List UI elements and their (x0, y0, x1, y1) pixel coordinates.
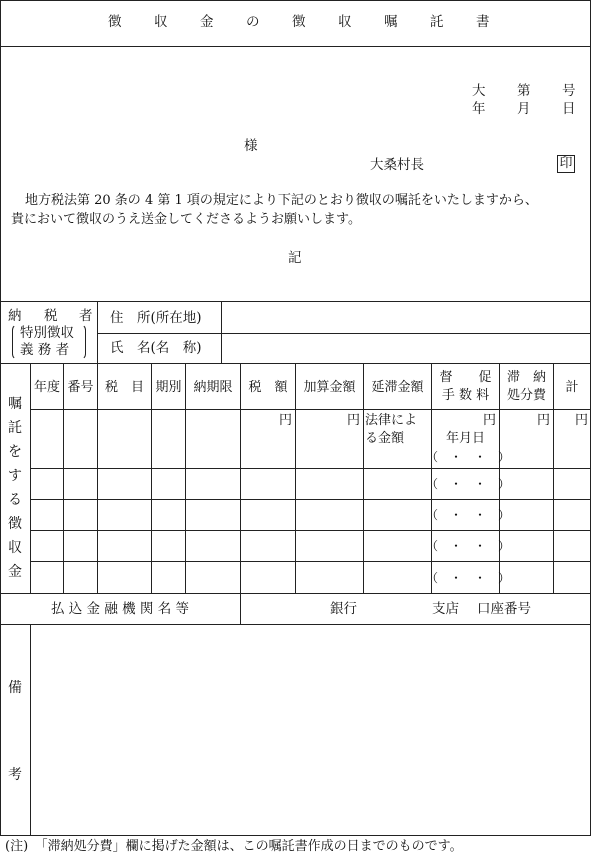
table-vline-3 (151, 363, 152, 593)
body-text-line-2: 貴において徴収のうえ送金してくださるようお願いします。 (11, 212, 361, 227)
table-row-line-4 (30, 561, 591, 562)
remarks-label-char: 考 (8, 767, 22, 783)
title-char: 嘱 (384, 14, 398, 30)
header-zeigaku: 税 額 (248, 380, 288, 395)
taxpayer-label-char: 納 (8, 308, 22, 324)
era-label: 大 (472, 83, 486, 99)
table-vline-5 (240, 363, 241, 593)
year-label: 年 (472, 101, 486, 117)
account-number-label: 口座番号 (477, 601, 531, 617)
special-collector-line-1: 特別徴収 (20, 325, 74, 341)
title-char: 徴 (292, 14, 306, 30)
date-paren-row-1: （ ・ ・ ） (426, 450, 511, 464)
side-label-char: 嘱 (8, 396, 22, 412)
bank-suffix: 銀行 (330, 601, 357, 617)
header-taino-2: 処分費 (506, 388, 546, 403)
table-vline-2 (97, 363, 98, 593)
side-label-char: る (8, 492, 22, 508)
date-paren-row-3: （ ・ ・ ） (426, 508, 511, 522)
header-bangou: 番号 (67, 380, 94, 395)
table-bottom-line (0, 593, 591, 594)
zeigaku-unit: 円 (279, 413, 293, 428)
date-paren-row-4: （ ・ ・ ） (426, 539, 511, 553)
header-tokusoku-1: 督 促 (439, 370, 492, 385)
table-header-line (30, 409, 591, 410)
special-collector-line-2: 義 務 者 (20, 342, 70, 358)
number-suffix: 号 (562, 83, 576, 99)
month-label: 月 (517, 101, 531, 117)
side-label-char: 託 (8, 420, 22, 436)
taino-unit: 円 (537, 413, 551, 428)
bank-label: 払 込 金 融 機 関 名 等 (50, 601, 190, 617)
frame-bottom (0, 835, 591, 836)
date-paren-row-2: （ ・ ・ ） (426, 477, 511, 491)
remarks-vline (30, 624, 31, 835)
tokusoku-date-label: 年月日 (445, 431, 485, 446)
branch-suffix: 支店 (432, 601, 459, 617)
tokusoku-unit: 円 (483, 413, 497, 428)
header-kei: 計 (565, 380, 579, 395)
header-entai: 延滞金額 (371, 380, 424, 395)
header-kibetsu: 期別 (155, 380, 182, 395)
taxpayer-vline-1 (97, 301, 98, 363)
addressee-suffix: 様 (244, 138, 258, 154)
title-char: 収 (154, 14, 168, 30)
frame-top (0, 0, 591, 1)
table-vline-4 (185, 363, 186, 593)
table-row-line-2 (30, 499, 591, 500)
number-label: 第 (517, 83, 531, 99)
title-char: 金 (200, 14, 214, 30)
name-label: 氏 名(名 称) (110, 340, 202, 356)
frame-left (0, 0, 1, 836)
document-title (108, 14, 490, 32)
taxpayer-mid-line (97, 333, 591, 334)
title-char: 収 (338, 14, 352, 30)
address-label: 住 所(所在地) (110, 310, 202, 326)
taxpayer-vline-2 (221, 301, 222, 363)
kasan-unit: 円 (347, 413, 361, 428)
remarks-label-char: 備 (8, 680, 22, 696)
taxpayer-label-char: 者 (79, 308, 93, 324)
side-label-char: 収 (8, 540, 22, 556)
date-paren-row-5: （ ・ ・ ） (426, 571, 511, 585)
header-zeimoku: 税 目 (104, 380, 144, 395)
side-label-char: を (8, 444, 22, 460)
title-char: の (246, 14, 260, 30)
title-divider (0, 46, 591, 47)
seal-stamp: 印 (557, 155, 575, 173)
table-vline-7 (363, 363, 364, 593)
title-char: 書 (476, 14, 490, 30)
side-label-char: 徴 (8, 516, 22, 532)
day-label: 日 (562, 101, 576, 117)
body-text-line-1: 地方税法第 20 条の 4 第 1 項の規定により下記のとおり徴収の嘱託をいたしますから、 (25, 193, 538, 208)
issuer-name: 大桑村長 (370, 157, 424, 173)
header-kasan: 加算金額 (303, 380, 356, 395)
table-vline-10 (553, 363, 554, 593)
bank-vline (240, 593, 241, 624)
header-divider (0, 301, 591, 302)
entai-note-2: る金額 (365, 431, 405, 446)
entai-note-1: 法律によ (365, 413, 418, 428)
header-tokusoku-2: 手 数 料 (441, 388, 490, 403)
title-char: 徴 (108, 14, 122, 30)
title-char: 託 (430, 14, 444, 30)
table-row-line-1 (30, 468, 591, 469)
bank-bottom-line (0, 624, 591, 625)
footnote: (注) 「滞納処分費」欄に掲げた金額は、この嘱託書作成の日までのものです。 (5, 839, 463, 854)
header-taino-1: 滞 納 (506, 370, 546, 385)
ki-label: 記 (288, 250, 302, 266)
kei-unit: 円 (575, 413, 589, 428)
table-row-line-3 (30, 530, 591, 531)
side-label-char: す (8, 468, 22, 484)
header-noukigen: 納期限 (193, 380, 233, 395)
header-nendo: 年度 (33, 380, 60, 395)
table-vline-side (30, 363, 31, 593)
taxpayer-label-char: 税 (44, 308, 58, 324)
table-vline-1 (63, 363, 64, 593)
side-label-char: 金 (8, 564, 22, 580)
table-vline-6 (295, 363, 296, 593)
